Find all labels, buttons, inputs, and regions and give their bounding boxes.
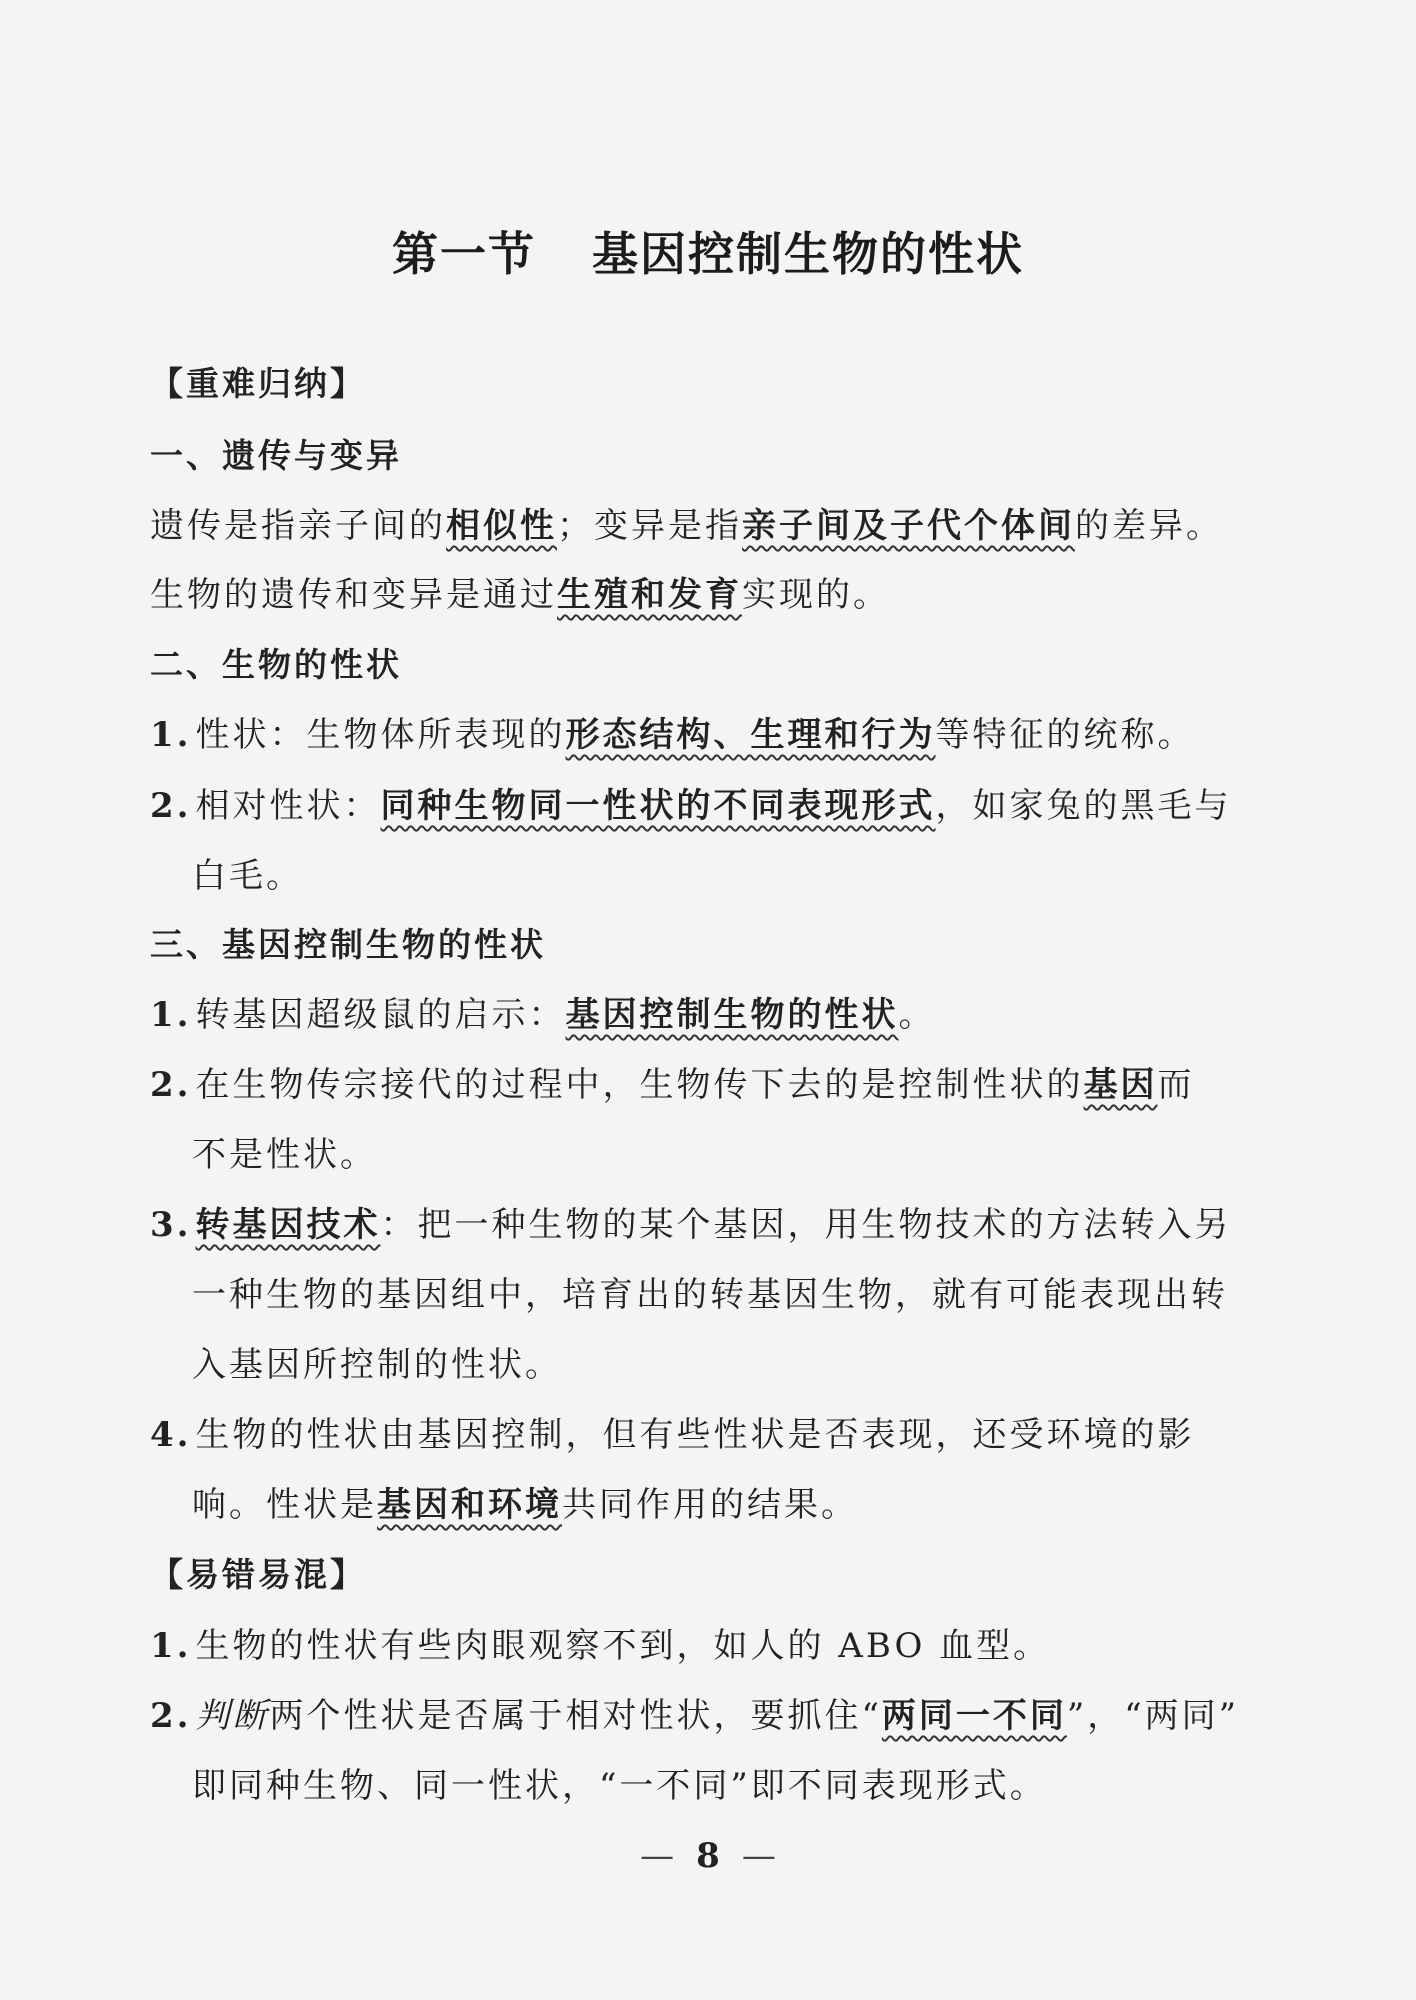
- mistakes-heading: 【易错易混】: [150, 1555, 366, 1594]
- item-number: 4.: [150, 1415, 192, 1455]
- section-3-item-2-cont: 不是性状。: [192, 1135, 377, 1175]
- section-3-item-3-cont-1: 一种生物的基因组中，培育出的转基因生物，就有可能表现出转: [192, 1275, 1228, 1315]
- section-3-item-4: 4. 生物的性状由基因控制，但有些性状是否表现，还受环境的影: [150, 1415, 1195, 1455]
- title-part2: 基因控制生物的性状: [592, 227, 1024, 281]
- section-1-line-1: 遗传是指亲子间的相似性；变异是指亲子间及子代个体间的差异。: [150, 506, 1223, 546]
- key-term: 同种生物同一性状的不同表现形式: [380, 786, 936, 826]
- mistakes-item-2: 2. 判断两个性状是否属于相对性状，要抓住“两同一不同”，“两同”: [150, 1696, 1240, 1736]
- item-number: 1.: [150, 1626, 192, 1666]
- focus-heading: 【重难归纳】: [150, 364, 366, 403]
- section-2-item-2-cont: 白毛。: [192, 856, 303, 896]
- footer-dash-left: —: [640, 1836, 675, 1876]
- key-term: 基因和环境: [377, 1485, 562, 1525]
- section-3-item-1: 1. 转基因超级鼠的启示：基因控制生物的性状。: [150, 995, 936, 1035]
- section-2-item-1: 1. 性状：生物体所表现的形态结构、生理和行为等特征的统称。: [150, 715, 1195, 755]
- key-term: 基因控制生物的性状: [565, 995, 899, 1035]
- page-footer: [0, 1836, 1416, 1876]
- item-number: 3.: [150, 1205, 192, 1245]
- key-term: 基因: [1083, 1065, 1158, 1105]
- page-title: [0, 218, 1416, 284]
- section-2-heading: 二、生物的性状: [150, 645, 402, 684]
- key-term: 亲子间及子代个体间: [742, 506, 1075, 546]
- footer-dash-right: —: [741, 1836, 776, 1876]
- mistakes-item-1: 1. 生物的性状有些肉眼观察不到，如人的 ABO 血型。: [150, 1626, 1051, 1666]
- page-number: 8: [696, 1836, 720, 1876]
- item-number: 2.: [150, 1696, 192, 1736]
- section-3-item-4-cont: 响。性状是基因和环境共同作用的结果。: [192, 1485, 858, 1525]
- section-1-heading: 一、遗传与变异: [150, 436, 402, 475]
- mistakes-item-2-cont: 即同种生物、同一性状，“一不同”即不同表现形式。: [192, 1766, 1047, 1806]
- key-term: 相似性: [446, 506, 557, 546]
- section-3-item-2: 2. 在生物传宗接代的过程中，生物传下去的是控制性状的基因而: [150, 1065, 1195, 1105]
- item-number: 2.: [150, 1065, 192, 1105]
- section-2-item-2: 2. 相对性状：同种生物同一性状的不同表现形式，如家兔的黑毛与: [150, 786, 1232, 826]
- section-1-line-2: 生物的遗传和变异是通过生殖和发育实现的。: [150, 575, 890, 615]
- section-3-heading: 三、基因控制生物的性状: [150, 925, 546, 964]
- item-number: 2.: [150, 786, 192, 826]
- key-term: 转基因技术: [195, 1205, 381, 1245]
- title-part1: 第一节: [392, 227, 536, 281]
- section-3-item-3: 3. 转基因技术：把一种生物的某个基因，用生物技术的方法转入另: [150, 1205, 1232, 1245]
- item-number: 1.: [150, 715, 192, 755]
- section-3-item-3-cont-2: 入基因所控制的性状。: [192, 1345, 562, 1385]
- key-term: 生殖和发育: [557, 575, 742, 615]
- item-number: 1.: [150, 995, 192, 1035]
- key-term: 两同一不同: [881, 1696, 1067, 1736]
- key-term: 形态结构、生理和行为: [565, 715, 936, 755]
